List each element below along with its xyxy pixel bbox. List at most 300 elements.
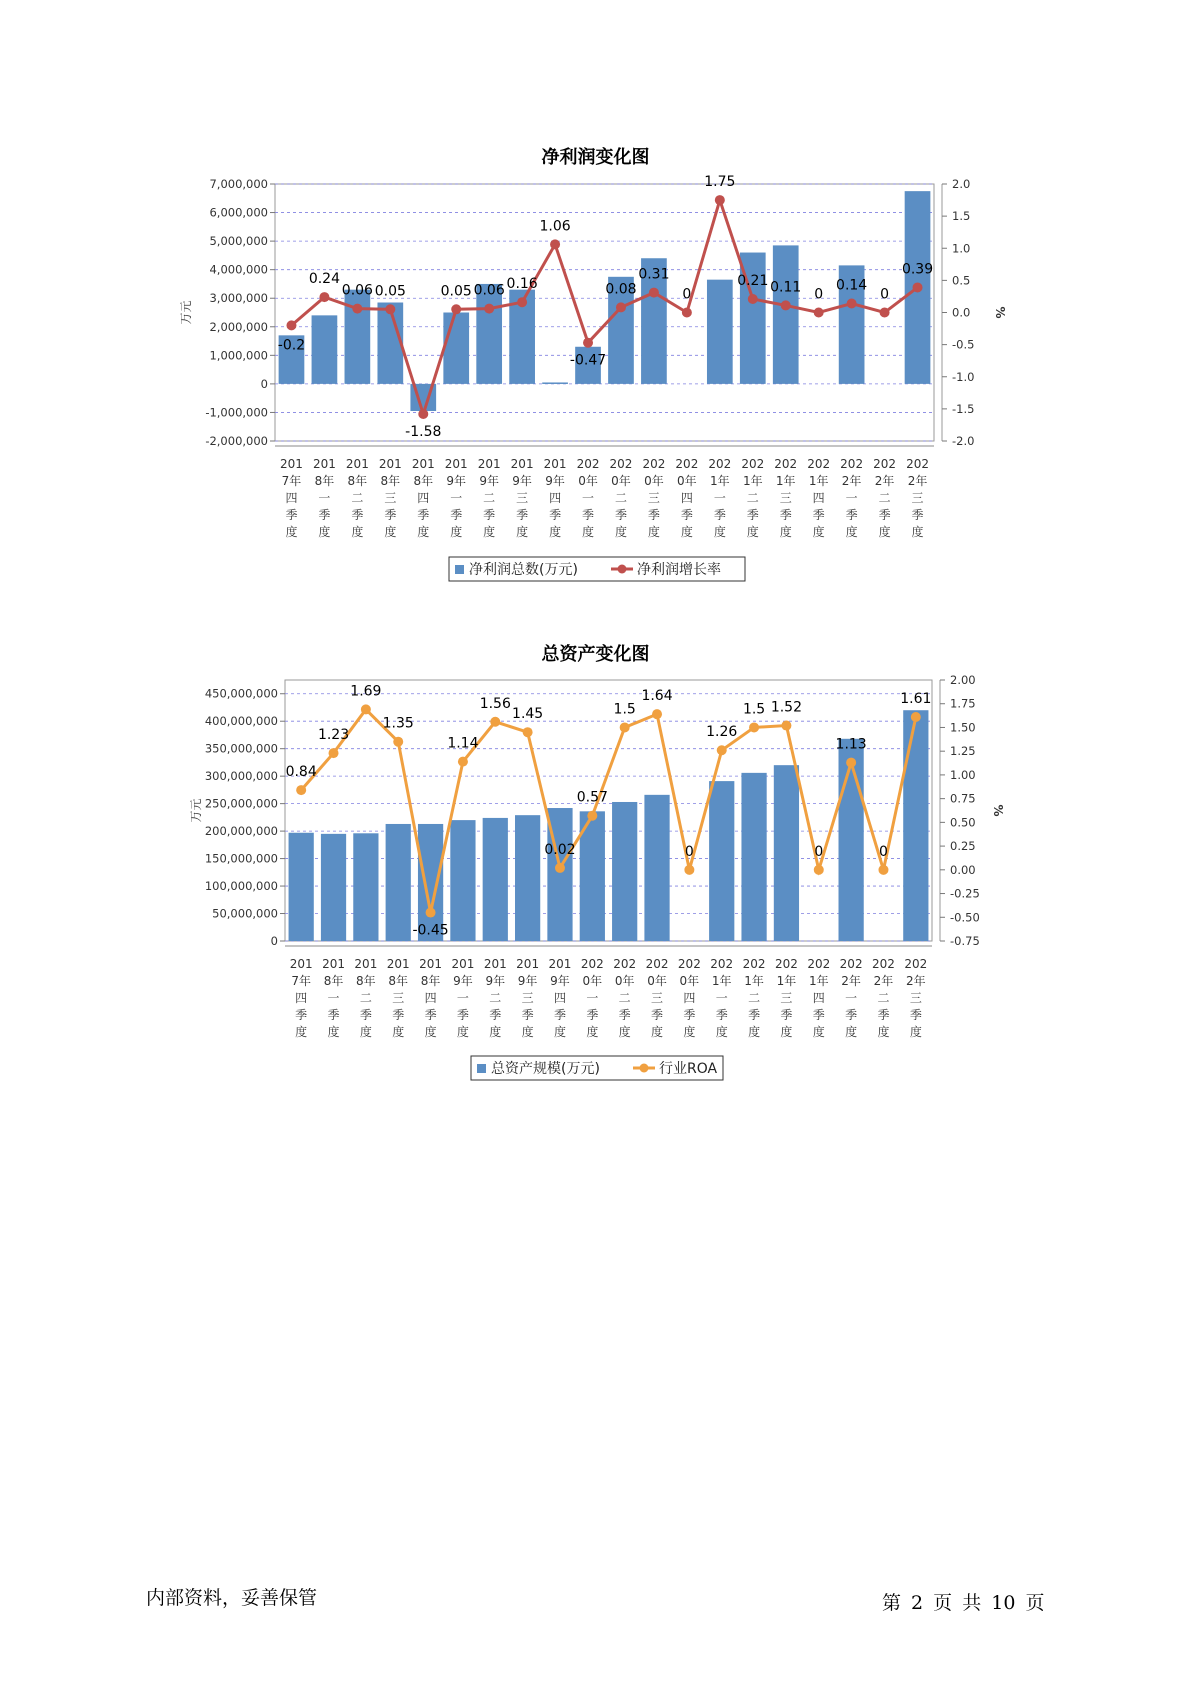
data-label: 1.69: [350, 683, 382, 700]
category-label: 0年: [677, 474, 697, 488]
left-tick-label: 150,000,000: [204, 851, 278, 866]
data-label: 1.61: [900, 691, 932, 708]
bar: [903, 710, 928, 941]
category-label: 0年: [647, 974, 667, 988]
category-label: 8年: [314, 474, 335, 488]
category-label: 202: [873, 457, 897, 471]
category-label: 二: [351, 491, 364, 505]
category-label: 202: [613, 957, 637, 971]
legend-bar-label: 总资产规模(万元): [491, 1061, 600, 1077]
category-label: 度: [424, 1025, 437, 1039]
category-label: 度: [746, 525, 759, 539]
category-label: 一: [456, 991, 469, 1005]
bar: [709, 781, 734, 941]
category-label: 9年: [485, 974, 506, 988]
category-label: 度: [878, 525, 891, 539]
category-label: 三: [647, 491, 660, 505]
data-label: 0.39: [901, 261, 934, 278]
chart2-title: 总资产变化图: [541, 644, 650, 665]
line-point: [329, 748, 339, 758]
left-axis-title: 万元: [189, 798, 203, 823]
footer-confidential: 内部资料，妥善保管: [146, 1587, 318, 1609]
legend-bar-swatch: [477, 1064, 486, 1073]
category-label: 8年: [323, 974, 344, 988]
left-tick-label: 4,000,000: [209, 262, 268, 277]
left-tick-label: 100,000,000: [204, 879, 278, 894]
data-label: -0.45: [412, 922, 449, 939]
category-label: 季: [521, 1008, 534, 1022]
category-label: 一: [713, 491, 726, 505]
category-label: 季: [456, 1008, 469, 1022]
category-label: 202: [609, 457, 633, 471]
left-tick-label: 5,000,000: [209, 234, 268, 249]
bar: [450, 820, 475, 941]
category-label: 二: [489, 991, 502, 1005]
category-label: 四: [424, 991, 437, 1005]
category-label: 202: [742, 957, 766, 971]
category-label: 季: [878, 508, 891, 522]
category-label: 度: [845, 1025, 858, 1039]
category-label: 度: [911, 525, 924, 539]
category-label: 201: [483, 957, 507, 971]
category-label: 三: [909, 991, 922, 1005]
category-label: 度: [392, 1025, 405, 1039]
category-label: 度: [779, 525, 792, 539]
category-label: 一: [845, 491, 858, 505]
category-label: 三: [516, 491, 529, 505]
category-label: 三: [779, 491, 792, 505]
category-label: 202: [576, 457, 600, 471]
data-label: 0.84: [285, 764, 317, 781]
legend-bar-label: 净利润总数(万元): [469, 562, 578, 578]
category-label: 度: [614, 525, 627, 539]
category-label: 7年: [281, 474, 302, 488]
line-point: [426, 908, 436, 918]
data-label: 1.26: [706, 724, 738, 741]
right-tick-label: 2.00: [950, 673, 976, 687]
category-label: 8年: [380, 474, 401, 488]
bar: [321, 834, 346, 941]
category-label: 1年: [711, 974, 732, 988]
category-label: 三: [521, 991, 534, 1005]
category-label: 202: [774, 957, 798, 971]
right-tick-label: 1.75: [950, 696, 976, 711]
category-label: 季: [489, 1008, 502, 1022]
data-label: 1.13: [835, 736, 867, 753]
category-label: 季: [715, 1008, 728, 1022]
category-label: 季: [351, 508, 364, 522]
category-label: 度: [680, 525, 693, 539]
category-label: 202: [580, 957, 604, 971]
category-label: 202: [710, 957, 734, 971]
category-label: 二: [359, 991, 372, 1005]
category-label: 0年: [644, 474, 664, 488]
category-label: 1年: [744, 974, 764, 988]
left-tick-label: 350,000,000: [204, 741, 278, 756]
data-label: 0.24: [308, 271, 341, 288]
left-tick-label: 400,000,000: [204, 714, 278, 729]
line-point: [652, 709, 662, 719]
bar: [289, 833, 314, 941]
left-tick-label: -1,000,000: [205, 405, 268, 420]
category-label: 季: [746, 508, 759, 522]
category-label: 8年: [356, 974, 376, 988]
category-label: 二: [618, 991, 631, 1005]
data-label: 0.02: [544, 841, 576, 858]
category-label: 201: [543, 457, 567, 471]
category-label: 一: [450, 491, 463, 505]
category-label: 度: [780, 1025, 793, 1039]
right-axis-title: %: [993, 306, 1007, 319]
bar: [741, 773, 766, 941]
legend-line-marker: [640, 1064, 649, 1073]
category-label: 二: [614, 491, 627, 505]
right-tick-label: -1.0: [952, 369, 975, 384]
category-label: 季: [295, 1008, 308, 1022]
line-point: [878, 865, 888, 875]
category-label: 201: [510, 457, 534, 471]
line-point: [814, 865, 824, 875]
right-tick-label: 0.5: [952, 273, 971, 288]
category-label: 201: [289, 957, 313, 971]
category-label: 度: [318, 525, 331, 539]
right-tick-label: 2.0: [952, 177, 971, 191]
category-label: 度: [647, 525, 660, 539]
category-label: 季: [911, 508, 924, 522]
category-label: 202: [807, 957, 831, 971]
category-label: 三: [392, 991, 405, 1005]
bar: [839, 739, 864, 941]
category-label: 2年: [907, 474, 928, 488]
category-label: 201: [322, 957, 345, 971]
footer-page-number: 第 2 页 共 10 页: [882, 1592, 1045, 1614]
category-label: 度: [489, 1025, 502, 1039]
left-tick-label: 3,000,000: [209, 291, 268, 306]
data-label: 1.5: [613, 701, 636, 718]
category-label: 2年: [841, 474, 862, 488]
category-label: 季: [647, 508, 660, 522]
category-label: 四: [549, 491, 562, 505]
category-label: 季: [909, 1008, 922, 1022]
category-label: 9年: [517, 974, 538, 988]
category-label: 度: [351, 525, 364, 539]
bar: [612, 802, 637, 941]
left-tick-label: 6,000,000: [209, 205, 268, 220]
category-label: 8年: [413, 474, 434, 488]
left-tick-label: 7,000,000: [209, 177, 268, 191]
category-label: 度: [456, 1025, 469, 1039]
chart1-title: 净利润变化图: [541, 147, 650, 168]
category-label: 四: [812, 991, 825, 1005]
left-tick-label: 0: [270, 934, 278, 948]
category-label: 四: [295, 991, 308, 1005]
category-label: 度: [683, 1025, 696, 1039]
category-label: 度: [845, 525, 858, 539]
category-label: 0年: [578, 474, 598, 488]
category-label: 季: [483, 508, 496, 522]
category-label: 季: [582, 508, 595, 522]
category-label: 度: [812, 1025, 825, 1039]
line-point: [620, 722, 630, 732]
category-label: 季: [553, 1008, 566, 1022]
legend-line-label: 行业ROA: [659, 1061, 718, 1077]
legend-line-label: 净利润增长率: [637, 562, 721, 578]
category-label: 季: [812, 508, 825, 522]
category-label: 一: [586, 991, 599, 1005]
category-label: 季: [614, 508, 627, 522]
category-label: 8年: [420, 974, 441, 988]
category-label: 季: [779, 508, 792, 522]
category-label: 度: [586, 1025, 599, 1039]
category-label: 0年: [611, 474, 631, 488]
line-point: [393, 737, 403, 747]
category-label: 1年: [776, 974, 797, 988]
right-axis-title: %: [991, 804, 1005, 817]
data-label: -1.58: [405, 424, 442, 441]
category-label: 0年: [582, 974, 603, 988]
category-label: 202: [642, 457, 666, 471]
bar: [386, 824, 411, 941]
category-label: 2年: [873, 974, 894, 988]
category-label: 9年: [446, 474, 467, 488]
category-label: 202: [645, 957, 669, 971]
category-label: 1年: [775, 474, 796, 488]
category-label: 一: [715, 991, 728, 1005]
right-tick-label: 0.00: [950, 862, 976, 877]
category-label: 四: [417, 491, 430, 505]
category-label: 季: [417, 508, 430, 522]
category-label: 季: [516, 508, 529, 522]
category-label: 季: [845, 1008, 858, 1022]
category-label: 1年: [710, 474, 730, 488]
category-label: 季: [680, 508, 693, 522]
category-label: 2年: [841, 974, 861, 988]
data-label: 1.52: [770, 699, 803, 716]
category-label: 季: [748, 1008, 761, 1022]
line-point: [361, 704, 371, 714]
category-label: 季: [812, 1008, 825, 1022]
category-label: 8年: [388, 974, 409, 988]
category-label: 度: [483, 525, 496, 539]
category-label: 201: [386, 957, 410, 971]
category-label: 度: [651, 1025, 664, 1039]
category-label: 202: [708, 457, 732, 471]
left-tick-label: 200,000,000: [204, 824, 278, 839]
right-tick-label: 1.50: [950, 720, 976, 735]
data-label: 0.11: [770, 279, 802, 296]
category-label: 度: [384, 525, 397, 539]
category-label: 季: [318, 508, 331, 522]
category-label: 201: [548, 957, 572, 971]
category-label: 一: [327, 991, 340, 1005]
data-label: 0.57: [576, 789, 608, 806]
category-label: 度: [285, 525, 298, 539]
data-label: 0: [880, 286, 890, 303]
right-tick-label: 1.0: [952, 241, 971, 256]
category-label: 201: [451, 957, 475, 971]
line-point: [555, 863, 565, 873]
right-tick-label: 1.00: [950, 767, 976, 782]
left-tick-label: 2,000,000: [209, 319, 268, 334]
bar: [353, 833, 378, 941]
category-label: 度: [582, 525, 595, 539]
category-label: 季: [327, 1008, 340, 1022]
category-label: 201: [280, 457, 303, 471]
category-label: 四: [553, 991, 566, 1005]
category-label: 201: [477, 457, 501, 471]
right-tick-label: -0.5: [952, 337, 975, 352]
right-tick-label: -2.0: [952, 434, 975, 448]
data-label: 0.21: [737, 273, 769, 290]
category-label: 201: [345, 457, 369, 471]
category-label: 9年: [479, 474, 499, 488]
data-label: 1.35: [382, 715, 414, 732]
category-label: 1年: [742, 474, 763, 488]
left-tick-label: 300,000,000: [204, 769, 278, 784]
category-label: 度: [295, 1025, 308, 1039]
category-label: 一: [582, 491, 595, 505]
category-label: 四: [680, 491, 693, 505]
category-label: 201: [378, 457, 402, 471]
data-label: 1.64: [641, 688, 673, 705]
right-tick-label: 0.50: [950, 815, 976, 830]
category-label: 202: [774, 457, 798, 471]
category-label: 2年: [906, 974, 926, 988]
line-point: [684, 865, 694, 875]
category-label: 度: [521, 1025, 534, 1039]
category-label: 202: [872, 957, 895, 971]
data-label: 1.45: [512, 706, 544, 723]
category-label: 度: [516, 525, 529, 539]
category-label: 201: [354, 957, 378, 971]
data-label: 1.5: [742, 701, 766, 718]
right-tick-label: 1.25: [950, 744, 976, 759]
category-label: 度: [549, 525, 562, 539]
category-label: 季: [651, 1008, 664, 1022]
category-label: 0年: [614, 974, 635, 988]
category-label: 202: [840, 457, 864, 471]
category-label: 季: [424, 1008, 437, 1022]
category-label: 季: [285, 508, 298, 522]
category-label: 2年: [874, 474, 895, 488]
category-label: 季: [877, 1008, 890, 1022]
left-tick-label: 450,000,000: [204, 686, 278, 701]
category-label: 季: [586, 1008, 599, 1022]
line-point: [523, 727, 533, 737]
category-label: 度: [713, 525, 726, 539]
category-label: 度: [417, 525, 430, 539]
category-label: 三: [780, 991, 793, 1005]
category-label: 季: [618, 1008, 631, 1022]
category-label: 8年: [347, 474, 368, 488]
right-tick-label: 0.25: [950, 839, 976, 854]
line-point: [749, 722, 759, 732]
category-label: 季: [549, 508, 562, 522]
category-label: 1年: [808, 974, 829, 988]
line-point: [458, 757, 468, 767]
category-label: 二: [746, 491, 759, 505]
left-tick-label: 50,000,000: [212, 906, 278, 921]
category-label: 202: [677, 957, 701, 971]
data-label: 0.05: [374, 283, 406, 300]
data-label: 0.31: [638, 266, 670, 283]
category-label: 季: [845, 508, 858, 522]
data-label: 0.08: [605, 281, 637, 298]
category-label: 202: [807, 457, 831, 471]
category-label: 度: [327, 1025, 340, 1039]
line-point: [587, 811, 597, 821]
category-label: 202: [839, 957, 863, 971]
right-tick-label: -0.50: [950, 910, 980, 925]
data-label: 0: [684, 843, 694, 860]
category-label: 201: [419, 957, 443, 971]
category-label: 季: [392, 1008, 405, 1022]
category-label: 度: [909, 1025, 922, 1039]
data-label: 0: [682, 286, 692, 303]
bar: [644, 795, 669, 941]
data-label: 0.06: [341, 282, 373, 299]
category-label: 季: [384, 508, 397, 522]
category-label: 季: [780, 1008, 793, 1022]
right-tick-label: 1.5: [952, 209, 971, 224]
line-point: [911, 712, 921, 722]
category-label: 201: [312, 457, 336, 471]
category-label: 季: [713, 508, 726, 522]
category-label: 度: [553, 1025, 566, 1039]
left-tick-label: -2,000,000: [205, 434, 268, 448]
category-label: 9年: [550, 974, 570, 988]
line-point: [846, 758, 856, 768]
category-label: 季: [683, 1008, 696, 1022]
category-label: 一: [845, 991, 858, 1005]
category-label: 三: [911, 491, 924, 505]
category-label: 202: [906, 457, 929, 471]
category-label: 201: [444, 457, 468, 471]
category-label: 二: [483, 491, 496, 505]
data-label: 0: [879, 843, 888, 860]
data-label: 1.56: [479, 695, 511, 712]
category-label: 9年: [545, 474, 565, 488]
data-label: 0.05: [440, 283, 472, 300]
category-label: 三: [384, 491, 397, 505]
category-label: 度: [812, 525, 825, 539]
category-label: 201: [411, 457, 435, 471]
category-label: 四: [683, 991, 696, 1005]
category-label: 二: [748, 991, 761, 1005]
category-label: 201: [516, 957, 540, 971]
right-tick-label: -1.5: [952, 401, 975, 416]
right-tick-label: -0.25: [950, 886, 980, 901]
category-label: 202: [904, 957, 928, 971]
left-tick-label: 250,000,000: [204, 796, 278, 811]
category-label: 二: [877, 991, 890, 1005]
left-tick-label: 1,000,000: [209, 348, 268, 363]
category-label: 三: [651, 991, 664, 1005]
category-label: 度: [715, 1025, 728, 1039]
category-label: 1年: [808, 474, 829, 488]
category-label: 度: [450, 525, 463, 539]
category-label: 9年: [453, 974, 473, 988]
right-tick-label: -0.75: [950, 934, 980, 948]
data-label: 0.06: [473, 282, 505, 299]
category-label: 202: [675, 457, 699, 471]
data-label: -0.47: [569, 352, 607, 369]
category-label: 季: [450, 508, 463, 522]
line-point: [490, 717, 500, 727]
left-axis-title: 万元: [179, 300, 193, 325]
category-label: 202: [741, 457, 765, 471]
data-label: 1.14: [447, 735, 479, 752]
